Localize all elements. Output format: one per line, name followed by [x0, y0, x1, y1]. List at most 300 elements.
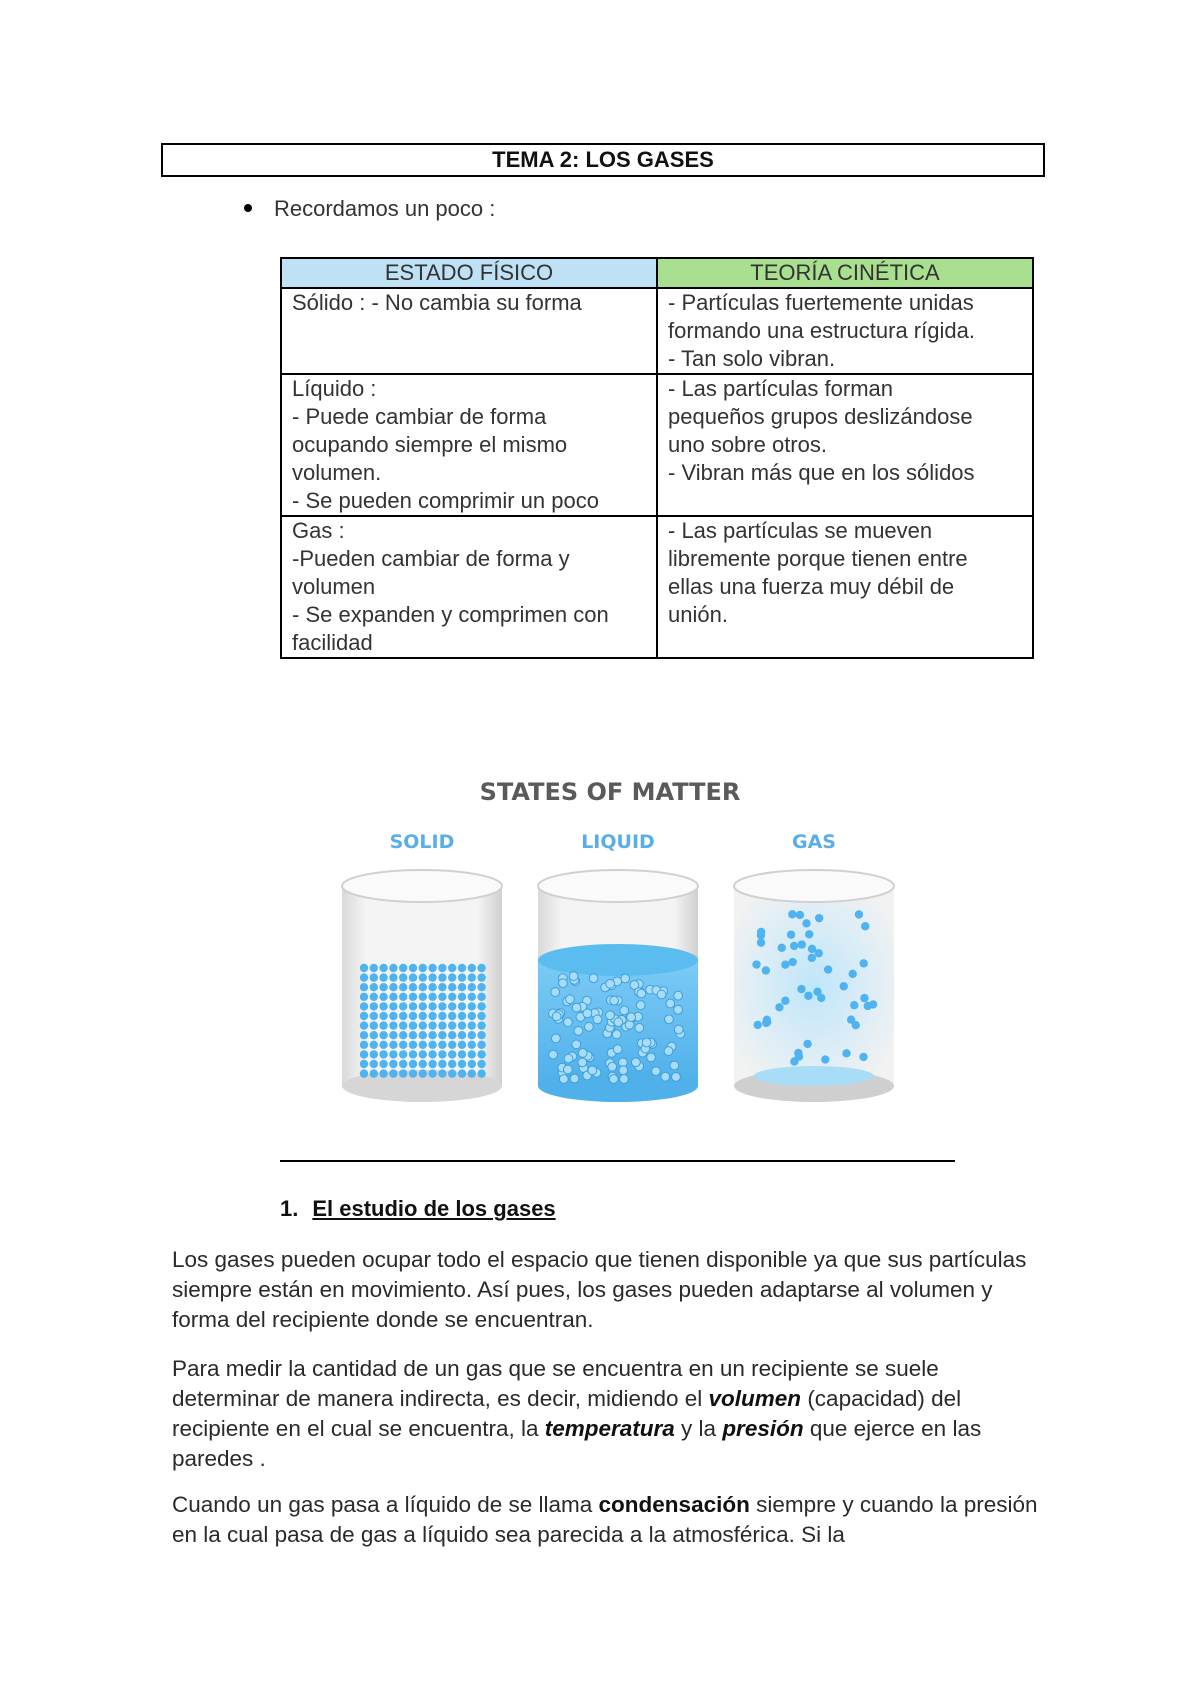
- particle: [419, 1050, 427, 1058]
- states-of-matter-figure: [300, 770, 920, 1110]
- particle: [448, 1012, 456, 1020]
- particle: [379, 983, 387, 991]
- particle: [477, 1021, 485, 1029]
- particle: [409, 1069, 417, 1077]
- particle: [763, 1016, 771, 1024]
- particle: [379, 1002, 387, 1010]
- particle: [419, 973, 427, 981]
- particle: [389, 1041, 397, 1049]
- cell-line: facilidad: [292, 630, 373, 655]
- particle: [559, 979, 568, 988]
- term-condensacion: condensación: [598, 1492, 750, 1517]
- particle: [787, 930, 795, 938]
- particle: [620, 1075, 629, 1084]
- figure-title: STATES OF MATTER: [479, 778, 741, 806]
- particle: [637, 989, 646, 998]
- particle: [370, 1060, 378, 1068]
- particle: [438, 1031, 446, 1039]
- particle: [370, 964, 378, 972]
- particle: [389, 993, 397, 1001]
- particle: [572, 1040, 581, 1049]
- particle: [593, 1015, 602, 1024]
- particle: [360, 1012, 368, 1020]
- particle: [775, 1003, 783, 1011]
- particle: [448, 1031, 456, 1039]
- particle: [419, 983, 427, 991]
- particle: [419, 964, 427, 972]
- particle: [409, 983, 417, 991]
- particle: [754, 1021, 762, 1029]
- particle: [815, 914, 823, 922]
- particle: [428, 1050, 436, 1058]
- particle: [428, 1041, 436, 1049]
- particle: [762, 966, 770, 974]
- particle: [620, 1006, 629, 1015]
- label-gas: GAS: [792, 831, 836, 853]
- particle: [448, 1002, 456, 1010]
- particle: [752, 960, 760, 968]
- particle: [409, 964, 417, 972]
- cell-line: formando una estructura rígida.: [668, 318, 975, 343]
- cell-line: -Pueden cambiar de forma y: [292, 546, 570, 571]
- particle: [794, 1049, 802, 1057]
- particle: [477, 964, 485, 972]
- particle: [379, 1060, 387, 1068]
- particle: [790, 942, 798, 950]
- cell-estado-solido: [281, 288, 657, 374]
- paragraph-2-text: que ejerce en las paredes .: [172, 1416, 982, 1471]
- particle: [468, 1060, 476, 1068]
- states-of-matter-illustration: [300, 770, 920, 1110]
- cell-teoria-gas: [657, 516, 1033, 658]
- particle: [477, 1012, 485, 1020]
- particle: [419, 1031, 427, 1039]
- bullet-icon: [244, 204, 252, 212]
- particle: [389, 1021, 397, 1029]
- particle: [468, 964, 476, 972]
- gas-beaker-glow: [754, 1066, 874, 1086]
- particle: [438, 1069, 446, 1077]
- particle: [360, 993, 368, 1001]
- particle: [370, 1021, 378, 1029]
- particle: [438, 983, 446, 991]
- particle: [409, 1041, 417, 1049]
- particle: [428, 993, 436, 1001]
- particle: [665, 1015, 674, 1024]
- particle: [631, 1058, 640, 1067]
- particle: [389, 1060, 397, 1068]
- cell-line: Líquido :: [292, 376, 377, 401]
- particle: [379, 1041, 387, 1049]
- particle: [674, 1005, 683, 1014]
- particle: [370, 1041, 378, 1049]
- particle: [370, 983, 378, 991]
- cell-line: uno sobre otros.: [668, 432, 827, 457]
- particle: [370, 1050, 378, 1058]
- particle: [370, 1031, 378, 1039]
- particle: [788, 910, 796, 918]
- particle: [468, 1002, 476, 1010]
- particle: [477, 983, 485, 991]
- particle: [389, 1002, 397, 1010]
- particle: [389, 1069, 397, 1077]
- particle: [468, 1021, 476, 1029]
- particle: [570, 1074, 579, 1083]
- particle: [370, 1012, 378, 1020]
- particle: [647, 1053, 656, 1062]
- particle: [840, 982, 848, 990]
- particle: [399, 983, 407, 991]
- particle: [869, 1000, 877, 1008]
- term-temperatura: temperatura: [544, 1416, 675, 1441]
- particle: [360, 1060, 368, 1068]
- particle: [797, 985, 805, 993]
- particle: [428, 1069, 436, 1077]
- particle: [428, 1012, 436, 1020]
- particle: [370, 973, 378, 981]
- particle: [458, 964, 466, 972]
- particle: [399, 1060, 407, 1068]
- particle: [674, 1025, 683, 1034]
- particle: [551, 1034, 560, 1043]
- paragraph-3-text: Cuando un gas pasa a líquido de se llama: [172, 1492, 599, 1517]
- particle: [842, 1049, 850, 1057]
- cell-line: volumen.: [292, 460, 382, 485]
- particle: [360, 973, 368, 981]
- particle: [389, 1012, 397, 1020]
- particle: [477, 1050, 485, 1058]
- particle: [379, 1050, 387, 1058]
- particle: [468, 1041, 476, 1049]
- particle: [821, 1055, 829, 1063]
- gas-beaker-body: [734, 886, 894, 1086]
- particle: [468, 1031, 476, 1039]
- particle: [477, 973, 485, 981]
- particle: [399, 1041, 407, 1049]
- solid-beaker-rim: [342, 870, 502, 902]
- particle: [477, 1060, 485, 1068]
- cell-line: - Se pueden comprimir un poco: [292, 488, 599, 513]
- particle: [652, 1067, 661, 1076]
- particle: [666, 999, 675, 1008]
- particle: [551, 988, 560, 997]
- particle: [448, 973, 456, 981]
- particle: [438, 1060, 446, 1068]
- particle: [438, 1002, 446, 1010]
- particle: [664, 1047, 673, 1056]
- particle: [861, 922, 869, 930]
- particle: [860, 994, 868, 1002]
- particle: [428, 1060, 436, 1068]
- particle: [619, 1066, 628, 1075]
- particle: [468, 1069, 476, 1077]
- particle: [635, 1023, 644, 1032]
- particle: [409, 1002, 417, 1010]
- particle: [438, 964, 446, 972]
- particle: [572, 1003, 581, 1012]
- particle: [477, 993, 485, 1001]
- cell-estado-gas: [281, 516, 657, 658]
- particle: [849, 970, 857, 978]
- particle: [824, 965, 832, 973]
- particle: [477, 1002, 485, 1010]
- section-divider: [280, 1160, 955, 1162]
- cell-line: - Se expanden y comprimen con: [292, 602, 609, 627]
- particle: [419, 1021, 427, 1029]
- particle: [757, 928, 765, 936]
- particle: [379, 1021, 387, 1029]
- particle: [458, 983, 466, 991]
- particle: [438, 1012, 446, 1020]
- particle: [789, 958, 797, 966]
- section-number: 1.: [280, 1196, 299, 1221]
- gas-beaker-rim: [734, 870, 894, 902]
- particle: [477, 1069, 485, 1077]
- particle: [589, 974, 598, 983]
- particle: [552, 1012, 561, 1021]
- particle: [360, 1031, 368, 1039]
- particle: [805, 930, 813, 938]
- section-heading: [280, 1196, 556, 1222]
- particle: [585, 1022, 594, 1031]
- particle: [477, 1031, 485, 1039]
- liquid-beaker-rim: [538, 870, 698, 902]
- particle: [438, 993, 446, 1001]
- particle: [670, 1061, 679, 1070]
- particle: [399, 1012, 407, 1020]
- cell-line: Sólido : - No cambia su forma: [292, 290, 582, 315]
- particle: [578, 1058, 587, 1067]
- cell-line: ocupando siempre el mismo: [292, 432, 568, 457]
- particle: [389, 983, 397, 991]
- particle: [564, 1018, 573, 1027]
- particle: [399, 1069, 407, 1077]
- particle: [448, 1060, 456, 1068]
- particle: [757, 938, 765, 946]
- particle: [428, 983, 436, 991]
- particle: [860, 959, 868, 967]
- particle: [370, 1069, 378, 1077]
- particle: [564, 1054, 573, 1063]
- particle: [379, 973, 387, 981]
- particle: [448, 964, 456, 972]
- particle: [428, 1031, 436, 1039]
- particle: [610, 996, 619, 1005]
- particle: [804, 992, 812, 1000]
- particle: [608, 1062, 617, 1071]
- particle: [370, 1002, 378, 1010]
- particle: [802, 919, 810, 927]
- particle: [448, 1021, 456, 1029]
- particle: [613, 1045, 622, 1054]
- particle: [609, 1075, 618, 1084]
- particle: [419, 1041, 427, 1049]
- particle: [781, 997, 789, 1005]
- cell-line: - Las partículas forman: [668, 376, 893, 401]
- particle: [428, 1002, 436, 1010]
- particle: [448, 993, 456, 1001]
- particle: [458, 1050, 466, 1058]
- cell-line: - Partículas fuertemente unidas: [668, 290, 974, 315]
- particle: [657, 990, 666, 999]
- particle: [606, 979, 615, 988]
- cell-line: unión.: [668, 602, 728, 627]
- particle: [360, 1041, 368, 1049]
- label-solid: SOLID: [389, 831, 455, 853]
- particle: [379, 993, 387, 1001]
- label-liquid: LIQUID: [581, 831, 655, 853]
- particle: [815, 949, 823, 957]
- particle: [458, 993, 466, 1001]
- cell-line: Gas :: [292, 518, 345, 543]
- term-volumen: volumen: [708, 1386, 802, 1411]
- particle: [409, 1012, 417, 1020]
- particle: [428, 973, 436, 981]
- cell-line: - Tan solo vibran.: [668, 346, 836, 371]
- particle: [448, 1041, 456, 1049]
- particle: [448, 983, 456, 991]
- particle: [796, 911, 804, 919]
- cell-line: - Vibran más que en los sólidos: [668, 460, 975, 485]
- particle: [379, 1031, 387, 1039]
- page-title-text: TEMA 2: LOS GASES: [492, 147, 714, 172]
- particle: [428, 964, 436, 972]
- paragraph-3-text: siempre y cuando la presión en la cual pasa de gas a líquido sea parecida a la atmosférica. Si la: [172, 1492, 1038, 1547]
- paragraph-2-text: Para medir la cantidad de un gas que se encuentra en un recipiente se suele determinar de manera indirecta, es decir, midiendo el: [172, 1356, 939, 1411]
- particle: [409, 1021, 417, 1029]
- particle: [409, 993, 417, 1001]
- particle: [855, 910, 863, 918]
- particle: [627, 1013, 636, 1022]
- particle: [360, 1002, 368, 1010]
- table-row: [281, 516, 1033, 658]
- particle: [852, 1021, 860, 1029]
- particle: [448, 1050, 456, 1058]
- particle: [549, 1050, 558, 1059]
- particle: [399, 973, 407, 981]
- particle: [778, 944, 786, 952]
- page-title: [161, 143, 1045, 177]
- cell-line: - Puede cambiar de forma: [292, 404, 547, 429]
- particle: [458, 1012, 466, 1020]
- particle: [574, 1026, 583, 1035]
- cell-estado-liquido: [281, 374, 657, 516]
- particle: [458, 1041, 466, 1049]
- particle: [419, 1069, 427, 1077]
- liquid-beaker: [538, 870, 698, 1102]
- particle: [438, 1021, 446, 1029]
- particle: [399, 1031, 407, 1039]
- particle: [583, 1009, 592, 1018]
- particle: [458, 1002, 466, 1010]
- table-row: [281, 374, 1033, 516]
- particle: [419, 1060, 427, 1068]
- particle: [458, 1031, 466, 1039]
- particle: [850, 1001, 858, 1009]
- particle: [389, 964, 397, 972]
- particle: [578, 1049, 587, 1058]
- bullet-item: [244, 196, 495, 222]
- paragraph-3: [172, 1490, 1052, 1550]
- particle: [458, 1069, 466, 1077]
- particle: [803, 1040, 811, 1048]
- table-header-row: [281, 258, 1033, 288]
- particle: [438, 973, 446, 981]
- particle: [360, 1050, 368, 1058]
- particle: [379, 1012, 387, 1020]
- paragraph-2-text: y la: [674, 1416, 723, 1441]
- particle: [621, 974, 630, 983]
- particle: [389, 973, 397, 981]
- particle: [606, 1011, 615, 1020]
- particle: [360, 964, 368, 972]
- particle: [360, 983, 368, 991]
- particle: [399, 1021, 407, 1029]
- paragraph-1: Los gases pueden ocupar todo el espacio que tienen disponible ya que sus partículas siempre están en movimiento. Así pues, los gases pueden adaptarse al volumen y forma del recipiente donde se encuentran.: [172, 1247, 1027, 1332]
- particle: [798, 940, 806, 948]
- header-estado: ESTADO FÍSICO: [281, 258, 657, 288]
- particle: [813, 988, 821, 996]
- particle: [477, 1041, 485, 1049]
- cell-line: ellas una fuerza muy débil de: [668, 574, 955, 599]
- particle: [379, 1069, 387, 1077]
- particle: [419, 993, 427, 1001]
- cell-line: - Las partículas se mueven: [668, 518, 933, 543]
- paragraph-2: [172, 1354, 1052, 1474]
- cell-line: libremente porque tienen entre: [668, 546, 968, 571]
- term-presion: presión: [722, 1416, 804, 1441]
- particle: [389, 1031, 397, 1039]
- liquid-surface: [538, 944, 698, 976]
- particle: [370, 993, 378, 1001]
- particle: [399, 964, 407, 972]
- particle: [438, 1041, 446, 1049]
- gas-beaker: [734, 870, 894, 1102]
- cell-teoria-solido: [657, 288, 1033, 374]
- particle: [636, 1001, 645, 1010]
- particle: [468, 983, 476, 991]
- section-title: El estudio de los gases: [312, 1196, 556, 1221]
- particle: [672, 1072, 681, 1081]
- cell-teoria-liquido: [657, 374, 1033, 516]
- particle: [409, 1060, 417, 1068]
- particle: [409, 973, 417, 981]
- particle: [409, 1031, 417, 1039]
- cell-line: pequeños grupos deslizándose: [668, 404, 973, 429]
- particle: [808, 954, 816, 962]
- particle: [790, 1057, 798, 1065]
- particle: [859, 1053, 867, 1061]
- particle: [674, 991, 683, 1000]
- particle: [566, 995, 575, 1004]
- header-teoria: TEORÍA CINÉTICA: [657, 258, 1033, 288]
- particle: [399, 993, 407, 1001]
- states-table: [280, 257, 1034, 659]
- particle: [642, 1038, 651, 1047]
- particle: [559, 1075, 568, 1084]
- particle: [428, 1021, 436, 1029]
- particle: [399, 1002, 407, 1010]
- particle: [563, 1065, 572, 1074]
- particle: [468, 1050, 476, 1058]
- particle: [468, 993, 476, 1001]
- cell-line: volumen: [292, 574, 376, 599]
- particle: [661, 1072, 670, 1081]
- particle: [458, 1021, 466, 1029]
- particle: [379, 964, 387, 972]
- particle: [360, 1069, 368, 1077]
- particle: [468, 973, 476, 981]
